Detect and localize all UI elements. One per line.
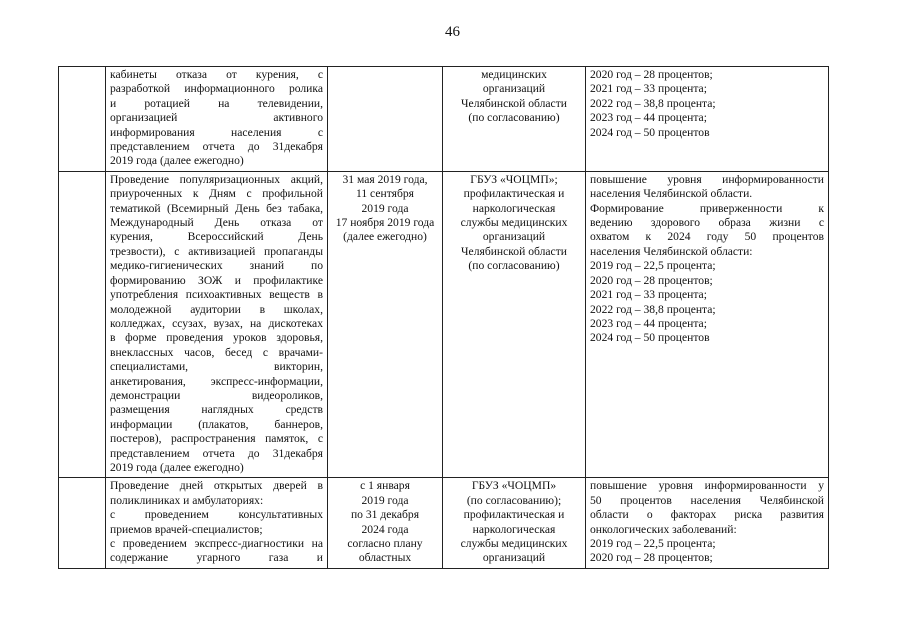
event-line: Проведение популяризационных акций,	[110, 172, 323, 186]
event-line: приемов врачей-специалистов;	[110, 522, 263, 536]
result-line: 2022 год – 38,8 процента;	[590, 96, 716, 110]
event-cell	[106, 478, 328, 568]
result-line: повышение уровня информированности	[590, 172, 824, 186]
event-line: употребления психоактивных веществ в	[110, 288, 323, 302]
date-cell	[328, 171, 443, 478]
responsible-line: ГБУЗ «ЧОЦМП»;	[470, 172, 558, 186]
responsible-line: профилактическая и	[463, 508, 565, 522]
event-cell	[106, 171, 328, 478]
date-line: с 1 января	[360, 479, 410, 493]
plan-table	[58, 66, 829, 569]
result-cell	[586, 478, 829, 568]
date-line: 11 сентября	[356, 187, 414, 201]
responsible-line: службы медицинских	[460, 537, 568, 550]
event-line: Проведение дней открытых дверей в	[110, 479, 323, 493]
date-line: 2019 года	[361, 201, 409, 215]
result-line: 2020 год – 28 процентов;	[590, 551, 713, 565]
result-line: области о факторах риска развития	[590, 508, 824, 522]
result-cell	[586, 67, 829, 172]
result-line: 2020 год – 28 процентов;	[590, 273, 713, 287]
result-line: 2019 год – 22,5 процента;	[590, 537, 716, 550]
responsible-line: профилактическая и	[463, 187, 565, 201]
responsible-line: (по согласованию)	[468, 111, 560, 125]
number-cell	[59, 67, 106, 172]
responsible-line: организаций	[482, 551, 546, 565]
event-line: поликлиниках и амбулаториях:	[110, 493, 264, 507]
date-cell	[328, 478, 443, 568]
result-cell	[586, 171, 829, 478]
event-line: представлением отчета до 31декабря	[110, 446, 323, 460]
event-line: 2019 года (далее ежегодно)	[110, 154, 244, 168]
event-line: и ротацией на телевидении,	[110, 96, 323, 110]
event-line: постеров), распространения памяток, с	[110, 432, 323, 446]
table-row	[59, 171, 829, 478]
result-line: 2020 год – 28 процентов;	[590, 68, 713, 81]
result-line: населения Челябинской области.	[590, 187, 753, 201]
event-line: курения, Всероссийский День	[110, 230, 323, 244]
date-line: 31 мая 2019 года,	[342, 172, 428, 186]
page-number: 46	[445, 24, 460, 40]
event-line: тематикой (Всемирный День без табака,	[110, 201, 323, 215]
table-row	[59, 67, 829, 172]
table-row	[59, 478, 829, 568]
responsible-line: организаций	[482, 230, 546, 244]
event-line: в форме проведения уроков здоровья,	[110, 331, 323, 345]
result-line: 2023 год – 44 процента;	[590, 316, 707, 330]
event-line: организацией активного	[110, 111, 323, 125]
result-line: 2021 год – 33 процента;	[590, 82, 707, 96]
result-line: 50 процентов населения Челябинской	[590, 493, 824, 507]
result-line: Формирование приверженности к	[590, 201, 824, 215]
responsible-line: ГБУЗ «ЧОЦМП»	[471, 479, 557, 493]
event-line: информирования населения с	[110, 125, 323, 139]
result-line: 2021 год – 33 процента;	[590, 288, 707, 302]
responsible-line: наркологическая	[472, 201, 556, 215]
responsible-line: службы медицинских	[460, 216, 568, 230]
event-line: специалистами, викторин,	[110, 360, 323, 374]
responsible-cell	[443, 67, 586, 172]
responsible-line: организаций	[482, 82, 546, 96]
result-line: 2024 год – 50 процентов	[590, 125, 710, 139]
event-line: внеклассных часов, бесед с врачами-	[110, 345, 323, 359]
responsible-line: Челябинской области	[461, 96, 567, 110]
result-line: 2023 год – 44 процента;	[590, 111, 707, 125]
responsible-cell	[443, 478, 586, 568]
event-line: медико-гигиенических знаний по	[110, 259, 323, 273]
event-line: анкетирования, экспресс-информации,	[110, 374, 323, 388]
event-line: формированию ЗОЖ и профилактике	[110, 273, 323, 287]
result-line: повышение уровня информированности у	[590, 479, 824, 493]
result-line: онкологических заболеваний:	[590, 522, 737, 536]
responsible-line: (по согласованию)	[468, 259, 560, 273]
event-line: размещения наглядных средств	[110, 403, 323, 417]
number-cell	[59, 478, 106, 568]
event-line: колледжах, ссузах, вузах, на дискотеках	[110, 316, 323, 330]
result-line: 2019 год – 22,5 процента;	[590, 259, 716, 273]
event-line: с проведением консультативных	[110, 508, 323, 522]
event-cell	[106, 67, 328, 172]
result-line: 2022 год – 38,8 процента;	[590, 302, 716, 316]
date-cell	[328, 67, 443, 172]
responsible-line: Челябинской области	[461, 244, 567, 258]
event-line: Международный День отказа от	[110, 216, 323, 230]
event-line: с проведением экспресс-диагностики на	[110, 537, 323, 550]
responsible-line: наркологическая	[472, 522, 556, 536]
responsible-line: медицинских	[481, 68, 547, 81]
event-line: информации (плакатов, баннеров,	[110, 417, 323, 431]
event-line: кабинеты отказа от курения, с	[110, 68, 323, 81]
number-cell	[59, 171, 106, 478]
result-line: охватом к 2024 году 50 процентов	[590, 230, 824, 244]
event-line: 2019 года (далее ежегодно)	[110, 460, 244, 474]
event-line: приуроченных к Дням с профильной	[110, 187, 323, 201]
date-line: по 31 декабря	[350, 508, 420, 522]
responsible-cell	[443, 171, 586, 478]
date-line: 2024 года	[361, 522, 409, 536]
event-line: разработкой информационного ролика	[110, 82, 323, 96]
result-line: населения Челябинской области:	[590, 244, 753, 258]
date-line: согласно плану	[347, 537, 423, 550]
event-line: содержание угарного газа и	[110, 551, 323, 565]
event-line: трезвости), с активизацией пропаганды	[110, 244, 323, 258]
date-line: 17 ноября 2019 года	[335, 216, 435, 230]
date-line: областных	[358, 551, 412, 565]
date-line: 2019 года	[361, 493, 409, 507]
event-line: демонстрации видеороликов,	[110, 388, 323, 402]
responsible-line: (по согласованию);	[466, 493, 562, 507]
result-line: ведению здорового образа жизни с	[590, 216, 824, 230]
date-line: (далее ежегодно)	[343, 230, 427, 244]
result-line: 2024 год – 50 процентов	[590, 331, 710, 345]
event-line: представлением отчета до 31декабря	[110, 140, 323, 154]
event-line: молодежной аудитории в школах,	[110, 302, 323, 316]
